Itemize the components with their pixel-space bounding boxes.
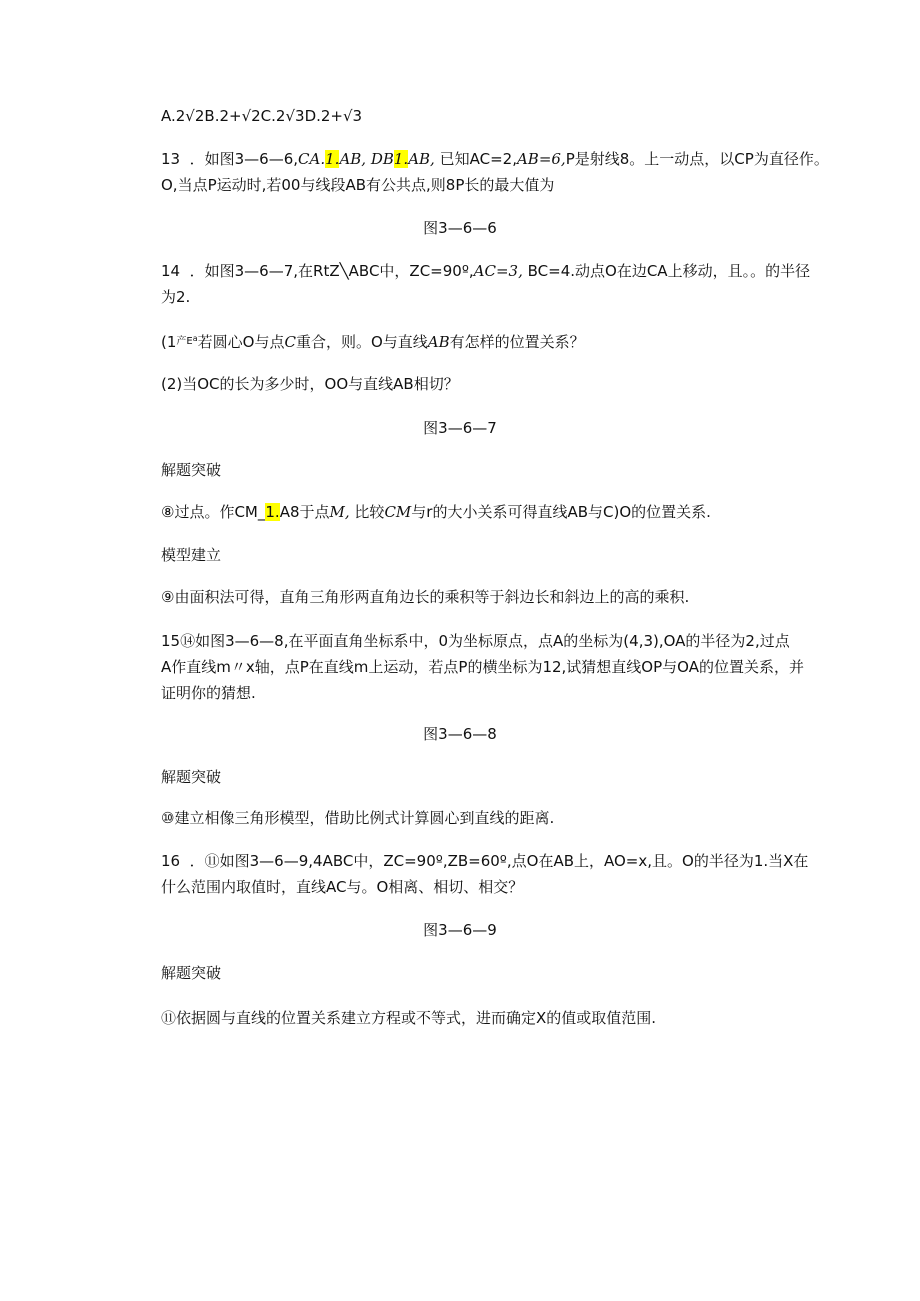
q16-line-1: 16 ．⑪如图3—6—9,4ABC中，ZC=90º,ZB=60º,点O在AB上，AO=x,且。O的半径为1.当X在 [161, 852, 809, 870]
q14-part-2: (2)当OC的长为多少时，OO与直线AB相切？ [161, 375, 459, 393]
section-heading-model: 模型建立 [161, 546, 222, 564]
q13-line-2: O,当点P运动时,若00与线段AB有公共点,则8P长的最大值为 [161, 176, 555, 194]
tip-11: ⑪依据圆与直线的位置关系建立方程或不等式，进而确定X的值或取值范围. [161, 1009, 657, 1027]
section-heading-breakthrough: 解题突破 [161, 964, 222, 982]
tip-8: ⑧过点。作CM_1.A8于点M, 比较CM与r的大小关系可得直线AB与C)O的位置关系. [161, 503, 711, 521]
q12-options: A.2√2B.2+√2C.2√3D.2+√3 [161, 107, 363, 125]
highlight-mark: 1. [265, 503, 280, 521]
q15-line-2: A作直线m〃x轴，点P在直线m上运动，若点P的横坐标为12,试猜想直线OP与OA的位置关系，并 [161, 658, 804, 676]
q14-line-2: 为2. [161, 288, 191, 306]
q13-number: 13 [161, 150, 181, 168]
q16-line-2: 什么范围内取值时，直线AC与。O相离、相切、相交？ [161, 878, 524, 896]
q13-line-1: 13 ．如图3—6—6,CA.1.AB, DB1.AB, 已知AC=2,AB=6,P是射线8。上一动点，以CP为直径作。 [161, 150, 829, 168]
figure-caption-3-6-8: 图3—6—8 [423, 725, 497, 743]
highlight-mark: 1. [325, 150, 340, 168]
q15-line-1: 15⑭如图3—6—8,在平面直角坐标系中，0为坐标原点，点A的坐标为(4,3),OA的半径为2,过点 [161, 632, 790, 650]
highlight-mark: 1. [393, 150, 409, 168]
q15-line-3: 证明你的猜想. [161, 684, 256, 702]
figure-caption-3-6-6: 图3—6—6 [423, 219, 497, 237]
q14-line-1: 14 ．如图3—6—7,在RtZ╲ABC中，ZC=90º,AC=3, BC=4.动点O在边CA上移动，且。。的半径 [161, 262, 811, 280]
q14-number: 14 [161, 262, 181, 280]
section-heading-breakthrough: 解题突破 [161, 461, 222, 479]
section-heading-breakthrough: 解题突破 [161, 768, 222, 786]
tip-9: ⑨由面积法可得，直角三角形两直角边长的乘积等于斜边长和斜边上的高的乘积. [161, 588, 690, 606]
figure-caption-3-6-7: 图3—6—7 [423, 419, 497, 437]
q14-part-1: ($1^{产Ea}$若圆心O与点C重合，则。O与直线AB有怎样的位置关系？ [161, 333, 585, 351]
tip-10: ⑩建立相像三角形模型，借助比例式计算圆心到直线的距离. [161, 809, 555, 827]
q16-number: 16 [161, 852, 181, 870]
figure-caption-3-6-9: 图3—6—9 [423, 921, 497, 939]
